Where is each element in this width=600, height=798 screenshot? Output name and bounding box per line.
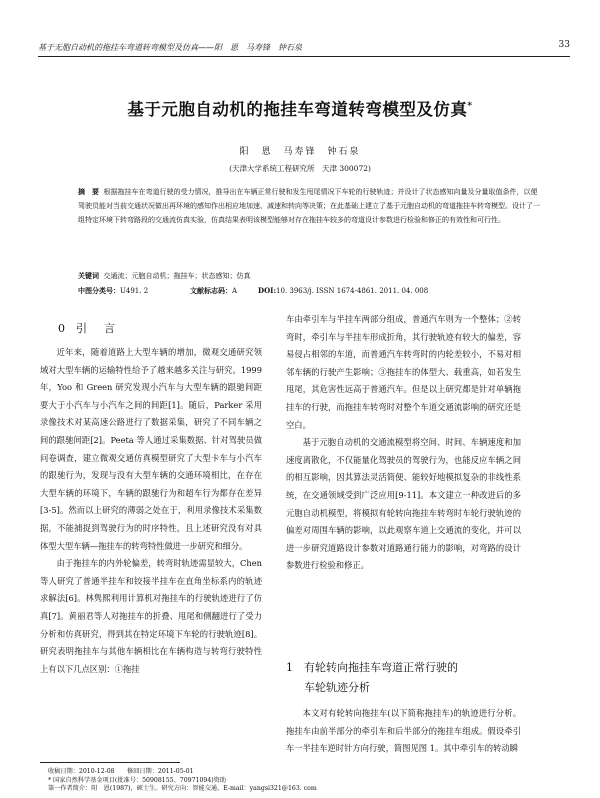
affiliation: (天津大学系统工程研究所 天津 300072): [229, 164, 371, 173]
right-column-bottom: [286, 705, 521, 758]
page-number: 33: [558, 40, 570, 50]
section-1-number: 1: [286, 661, 293, 674]
doi: 10. 3963/j. ISSN 1674-4861. 2011. 04. 008: [276, 287, 429, 295]
article-title-text: 基于元胞自动机的拖挂车弯道转弯模型及仿真: [127, 100, 468, 119]
paragraph: 近年来，随着道路上大型车辆的增加，微观交通研究领域对大型车辆的运输特性给予了越来越多关注与研究。1999 年，Yoo 和 Green 研究发现小汽车与大型车辆的跟驰间距要大于小汽车与小汽车之间的间距[1]。随后，Parker 采用录像技术对某高速公路进行了数据采集，研究了不同车辆之间的跟驰间距[2]。Peeta 等人通过采集数据、针对驾驶员做问卷调查，建立微观交通仿真模型研究了大型卡车与小汽车的跟驰行为，发现与没有大型车辆的交通环境相比，在存在大型车辆的环境下，车辆的跟驰行为和超车行为都存在差异[3-5]。然而以上研究的薄弱之处在于，利用录像技术采集数据，不能捕捉到驾驶行为的时序特性，且上述研究没有对具体型大型车辆—拖挂车的转弯特性做进一步研究和细分。: [40, 347, 262, 551]
footnote-author: 第一作者简介：阳 恩(1987)，硕士生。研究方向：智能交通。E-mail：yangsi321@163. com: [48, 785, 317, 793]
keywords-label: 关键词: [78, 271, 99, 280]
doc-code-label: 文献标志码：: [190, 286, 232, 295]
clc-label: 中图分类号：: [78, 286, 120, 295]
keywords-line: [78, 271, 250, 281]
section-1-title-line1: 有轮转向拖挂车弯道正常行驶的: [304, 661, 458, 674]
abstract-label: 摘 要: [78, 187, 99, 196]
left-column: [40, 344, 262, 678]
right-column-top: [286, 311, 521, 575]
running-head: [38, 40, 570, 57]
authors: 阳 恩 马寿锋 钟石泉: [239, 147, 361, 157]
running-head-title: 基于无胞自动机的拖挂车弯道转弯模型及仿真——阳 恩 马寿锋 钟石泉: [38, 43, 302, 52]
footnote-fund: * 国家自然科学基金项目(批准号：50908155、70971094)资助: [48, 776, 227, 784]
article-title: [0, 96, 600, 120]
classification-line: [78, 286, 548, 296]
abstract-text: 根据拖挂车在弯道行驶的受力情况，推导出在车辆正常行驶和发生甩尾情况下车轮的行驶轨迹；并设计了状态感知向量及分量取值条件，以便驾驶员能对当前交通状况做出再环境的感知作出相应地加速、减速和转向等决策；在此基础上建立了基于元胞自动机的弯道拖挂车转弯模型。设计了一组特定环境下转弯路段的交通流仿真实验，仿真结果表明该模型能够对存在拖挂车较多的弯道设计参数进行检验和修正的有效性和可行性。: [78, 188, 540, 225]
section-0-number: 0: [58, 322, 65, 335]
section-1-title-line2: 车轮轨迹分析: [304, 681, 370, 694]
abstract: [78, 185, 540, 228]
doi-label: DOI:: [258, 286, 277, 295]
doc-code: A: [232, 287, 238, 295]
section-1-heading: [286, 658, 458, 698]
paragraph: 由于拖挂车的内外轮偏差，转弯时轨迹需显较大，Chen 等人研究了普通半挂车和铰接半挂车在直角坐标系内的轨迹求解法[6]。林隽熙利用计算机对拖挂车的行驶轨迹进行了仿真[7]。黄丽君等人对拖挂车的折叠、甩尾和侧翻进行了受力分析和仿真研究，得到其在特定环境下车轮的行驶轨迹[8]。研究表明拖挂车与其他车辆相比在车辆构造与转弯行驶特性上有以下几点区别：①拖挂: [40, 558, 262, 674]
paragraph: 基于元胞自动机的交通流模型将空间、时间、车辆速度和加速度离散化，不仅能量化驾驶员的驾驶行为，也能反应车辆之间的相互影响，因其算法灵活简便、能较好地模拟复杂的非线性系统，在交通领域受到广泛应用[9-11]。本文建立一种改进后的多元胞自动机模型，将模拟有轮转向拖挂车转弯时车轮行驶轨迹的偏差对周围车辆的影响，以此观察车道上交通流的变化，并可以进一步研究道路设计参数对道路通行能力的影响，对弯路的设计参数进行检验和修正。: [286, 437, 521, 571]
title-footnote-mark: *: [467, 101, 473, 112]
footnotes: [48, 768, 317, 794]
section-0-title: 引 言: [76, 322, 118, 335]
clc-code: U491. 2: [120, 287, 149, 295]
paragraph: 车由牵引车与半挂车两部分组成，普通汽车则为一个整体；②转弯时，牵引车与半挂车形成折角，其行驶轨迹有较大的偏差，容易侵占相邻的车道，而普通汽车转弯时的内轮差较小，不易对相邻车辆的行驶产生影响；③拖挂车的体型大、载重高，如若发生甩尾，其危害性远高于普通汽车。但是以上研究都是针对单辆拖挂车的行驶，而拖挂车转弯时对整个车道交通流影响的研究还是空白。: [286, 314, 521, 430]
footnote-dates: 收稿日期：2010-12-08 修回日期：2011-05-01: [48, 768, 194, 775]
section-0-heading: [58, 320, 118, 336]
footnote-divider: [40, 762, 180, 763]
paragraph: 本文对有轮转向拖挂车(以下简称拖挂车)的轨迹进行分析。拖挂车由前半部分的牵引车和后半部分的拖挂车组成。假设牵引车一半挂车逆时针方向行驶，简图见图 1。其中牵引车的转动瞬: [286, 708, 521, 754]
keywords: 交通流；元胞自动机；拖挂车；状态感知；仿真: [103, 272, 251, 280]
